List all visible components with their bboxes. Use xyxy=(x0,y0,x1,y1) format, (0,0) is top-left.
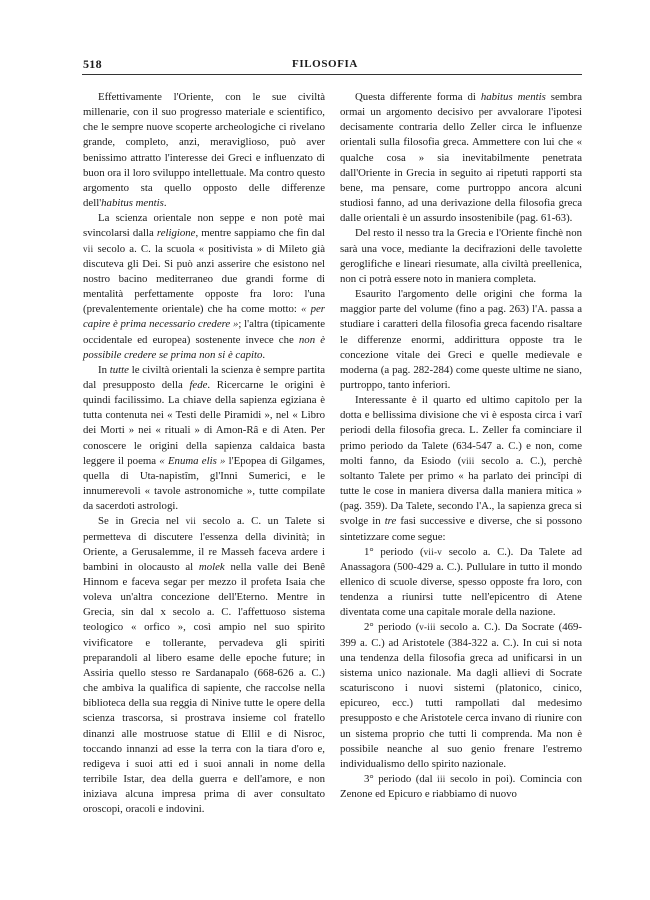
paragraph: Effettivamente l'Oriente, con le sue civiltà millenarie, con il suo progresso materiale e scientifico, che le sempre nuove scoperte archeologiche ci rivelano grande, completo, anzi, meraviglioso, può aver benissimo attratto l'interesse dei Greci e influenzato di buon ora il loro sviluppo intellettuale. Ma contro questo argomento sta quello opposto delle differenze dell'habitus mentis. xyxy=(83,91,325,210)
paragraph: Se in Grecia nel vii secolo a. C. un Talete si permetteva di discutere l'essenza della divinità; in Oriente, a Gerusalemme, il re Masseh faceva ardere i bambini in olocausto al molek nella valle dei Benê Hinnom e faceva segar per mezzo il profeta Isaia che voleva un'altra concezione dell'Eterno. Mentre in Grecia, sin dal x secolo a. C. l'affettuoso sistema teologico « orfico », così ampio nel suo spirito vivificatore e tollerante, pervadeva gli spiriti preparandoli al libero esame delle epoche future; in Assiria quello stesso re Sardanapalo (668-626 a. C.) che ambiva la qualifica di sapiente, che raccolse nella biblioteca della sua reggia di Ninive tutte le opere della scienza trascorsa, si prostrava insieme col fratello dinanzi alle mostruose statue di Ellil e di Nisroc, toccando innanzi ad esse la terra con la tiara d'oro e, redigeva i suoi atti ed i suoi annali in nome della terribile Istar, dea della guerra e dell'amore, e non iniziava alcuna impresa prima di aver consultato oroscopi, oracoli e indovini. xyxy=(83,515,325,816)
period-item: 2° periodo (v-iii secolo a. C.). Da Socrate (469-399 a. C.) ad Aristotele (384-322 a. C.). In cui si nota una tendenza della filosofia greca ad unificarsi in un sistema unico nazionale. Ma dagli allievi di Socrate scaturiscono i nuovi sistemi (platonico, cinico, epicureo, ecc.) tutti rampollati dal medesimo presupposto e che Aristotele cerca invano di riunire con un sistema proprio che tutti li comprenda. Ma non è possibile neanche al suo genio frenare l'estremo individualismo dello spirito nazionale. xyxy=(340,621,582,770)
paragraph: Del resto il nesso tra la Grecia e l'Oriente finchè non sarà una voce, mediante la decifrazioni delle tavolette geroglifiche e lineari riesumate, alla civiltà preellenica, non ci potrà essere noto in maniera completa. xyxy=(340,227,582,285)
period-item: 1° periodo (vii-v secolo a. C.). Da Talete ad Anassagora (500-429 a. C.). Pullulare in tutto il mondo ellenico di scuole diverse, spesso opposte fra loro, con tendenza a riunirsi tutte nell'epicentro di Atene diventata come una capitale morale della nazione. xyxy=(340,545,582,619)
period-item: 3° periodo (dal iii secolo in poi). Comincia con Zenone ed Epicuro e riabbiamo di nuovo xyxy=(340,773,582,801)
paragraph: Questa differente forma di habitus mentis sembra ormai un argomento decisivo per avvalorare l'ipotesi decisamente contraria dello Zeller circa le influenze orientali sulla filosofia greca. Ammettere con lui che « qualche cosa » sia inevitabilmente penetrata dall'Oriente in Grecia in seguito ai ripetuti rapporti sta bene, ma pensare, come purtroppo ancora alcuni studiosi fanno, ad una derivazione della filosofia greca dalle orientali è un assurdo insostenibile (pag. 61-63). xyxy=(340,91,582,225)
page-number: 518 xyxy=(83,57,102,71)
paragraph: Interessante è il quarto ed ultimo capitolo per la dotta e bellissima divisione che vi è esposta circa i varî periodi della filosofia greca. L. Zeller fa cominciare il primo periodo da Talete (634-547 a. C.) e non, come molti fanno, da Esiodo (viii secolo a. C.), perchè soltanto Talete per primo « ha parlato dei princîpi di tutte le cose in maniera diversa dalla maniera mitica » (pag. 359). Da Talete, secondo l'A., la sapienza greca si svolge in tre fasi successive e diverse, che si possono sintetizzare come segue: xyxy=(340,394,582,543)
paragraph: La scienza orientale non seppe e non potè mai svincolarsi dalla religione, mentre sappiamo che fin dal vii secolo a. C. la scuola « positivista » di Mileto già discuteva gli Dei. Si può anzi asserire che esistono nel nostro bacino mediterraneo due grandi forme di mentalità perfettamente opposte fra loro: l'una (prevalentemente orientale) che ha come motto: « per capire è prima necessario credere »; l'altra (tipicamente occidentale ed europea) sostenente invece che non è possibile credere se prima non si è capito. xyxy=(83,212,326,361)
paragraph: Esaurito l'argomento delle origini che forma la maggior parte del volume (fino a pag. 263) l'A. passa a studiare i caratteri della filosofia greca facendo risaltare le differenze enormi, addirittura opposte tra le concezione vitale dei Greci e quelle medievale e moderna (a pag. 282-284) come queste ultime ne siano, purtroppo, tanto inferiori. xyxy=(340,288,582,391)
left-column xyxy=(83,90,325,818)
paragraph: In tutte le civiltà orientali la scienza è sempre partita dal presupposto della fede. Ricercarne le origini è quindi facilissimo. La chiave della sapienza egiziana è tutta contenuta nei « Testi delle Piramidi », nel « Libro dei Morti » nei « rituali » di Amon-Râ e di Aten. Per conoscere le origini della sapienza caldaica basta leggere il poema « Enuma elis » l'Epopea di Gilgames, quella di Uta-napistîm, gl'Inni Sumerici, e le innumerevoli « tavole astronomiche », tutte compilate da sacerdoti astrologi. xyxy=(83,363,326,513)
header-rule xyxy=(82,74,582,75)
right-column xyxy=(340,90,582,802)
running-title: FILOSOFIA xyxy=(292,58,358,70)
